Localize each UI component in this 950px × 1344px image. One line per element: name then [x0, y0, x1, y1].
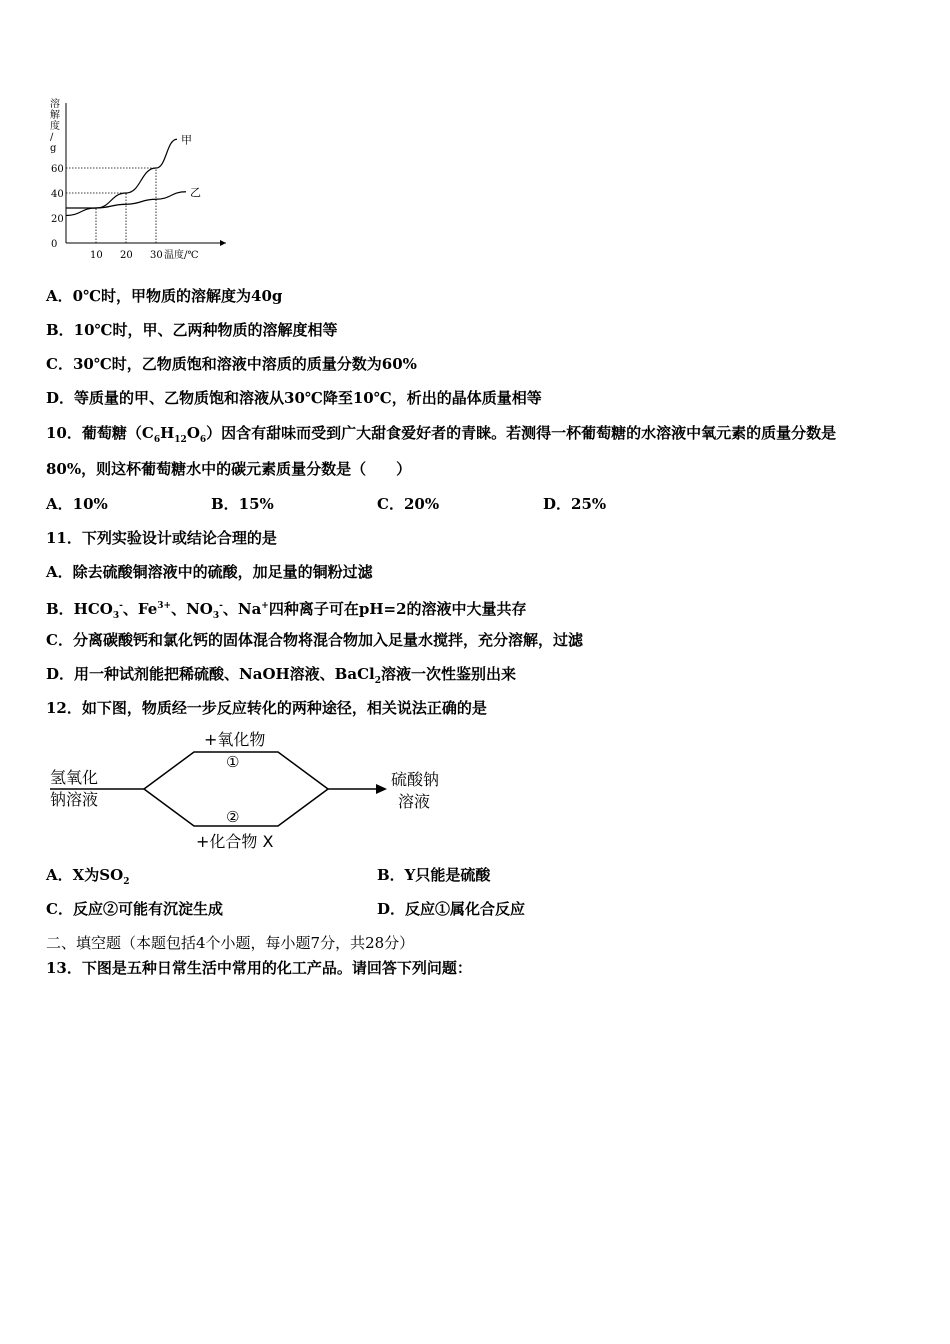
x-tick-label: 20 [120, 250, 133, 260]
diagram-bottom-label: +化合物 X [196, 832, 274, 851]
y-tick-label: 20 [51, 214, 64, 225]
diagram-right-line1: 硫酸钠 [391, 770, 440, 789]
q12-option-d: D．反应①属化合反应 [377, 900, 526, 918]
diagram-left-line2: 钠溶液 [50, 790, 99, 809]
q10-stem: 10．葡萄糖$(C_6H_{12}O_6)$因含有甜味而受到广大甜食爱好者的青睐。若测得一杯葡萄糖的水溶液中氧元素的质量分数是 [46, 424, 837, 445]
q9-option-a: A．0℃时，甲物质的溶解度为40g [46, 287, 283, 305]
y-axis-label-char: 解 [50, 110, 60, 121]
y-tick-label: 0 [51, 239, 58, 250]
q11-option-c: C．分离碳酸钙和氯化钙的固体混合物将混合物加入足量水搅拌，充分溶解，过滤 [46, 631, 583, 649]
q10-option-b: B．15% [211, 495, 274, 513]
diagram-left-line1: 氢氧化 [50, 768, 99, 787]
q10-option-d: D．25% [543, 495, 607, 513]
q12-option-b: B．Y只能是硫酸 [377, 866, 491, 884]
q11-stem: 11．下列实验设计或结论合理的是 [46, 529, 277, 547]
q11-option-d: D．用一种试剂能把稀硫酸、NaOH溶液、BaCl$_2$溶液一次性鉴别出来 [46, 665, 516, 686]
x-tick-label: 30 [150, 250, 163, 260]
series-label: 甲 [181, 133, 192, 147]
q13-stem: 13．下图是五种日常生活中常用的化工产品。请回答下列问题： [46, 959, 472, 977]
solubility-chart [40, 95, 235, 260]
diagram-top-number: ① [226, 753, 240, 771]
diagram-arrow-head [376, 784, 387, 794]
q12-option-c: C．反应②可能有沉淀生成 [46, 900, 223, 918]
q9-option-b: B．10℃时，甲、乙两种物质的溶解度相等 [46, 321, 338, 339]
reaction-pathway-diagram [46, 725, 456, 855]
diagram-bottom-number: ② [226, 808, 240, 826]
q11-option-a: A．除去硫酸铜溶液中的硫酸，加足量的铜粉过滤 [46, 563, 373, 581]
diagram-top-label: +氧化物 [204, 730, 266, 749]
x-axis-label: 温度/℃ [164, 250, 199, 260]
y-tick-label: 40 [51, 189, 64, 200]
series-label: 乙 [190, 185, 201, 199]
y-axis-label-char: ∕ [50, 132, 54, 143]
diagram-right-line2: 溶液 [398, 792, 431, 811]
y-axis-label-char: 度 [50, 121, 60, 132]
x-axis-arrow [220, 240, 226, 246]
x-tick-label: 10 [90, 250, 103, 260]
q12-stem: 12．如下图，物质经一步反应转化的两种途径，相关说法正确的是 [46, 699, 487, 717]
q9-option-c: C．30℃时，乙物质饱和溶液中溶质的质量分数为60% [46, 355, 417, 373]
q10-stem-line2: 80%，则这杯葡萄糖水中的碳元素质量分数是（ ） [46, 460, 412, 478]
q10-option-a: A．10% [46, 495, 108, 513]
q9-option-d: D．等质量的甲、乙物质饱和溶液从30℃降至10℃，析出的晶体质量相等 [46, 389, 542, 407]
y-axis-label-char: g [50, 143, 57, 154]
section-2-heading: 二、填空题（本题包括4个小题，每小题7分，共28分） [46, 934, 415, 952]
y-axis-label-char: 溶 [50, 99, 60, 110]
q10-option-c: C．20% [377, 495, 440, 513]
q12-option-a: A．X为$SO_2$ [46, 866, 130, 887]
q11-option-b: B．$HCO_3^-$、$Fe^{3+}$、$NO_3^-$、Na+四种离子可在pH=2的溶液中大量共存 [46, 600, 527, 621]
y-tick-label: 60 [51, 164, 64, 175]
